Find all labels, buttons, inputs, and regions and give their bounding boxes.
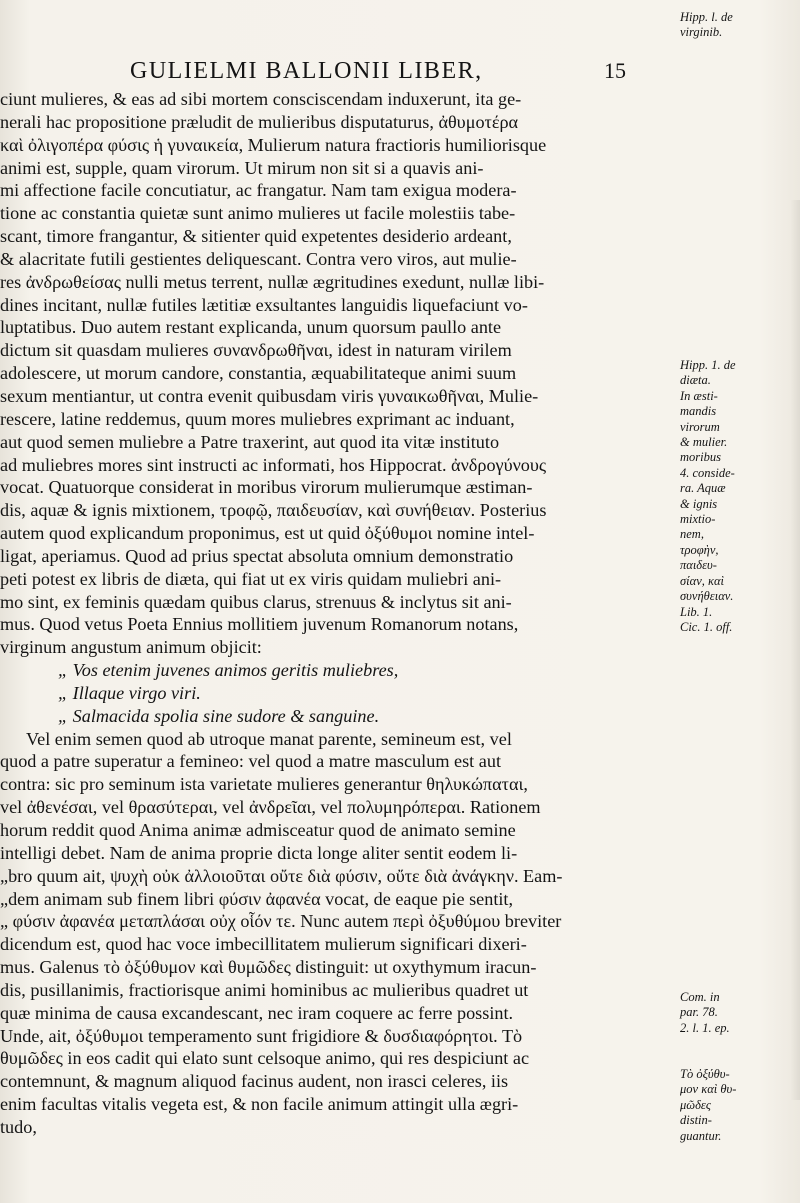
text-line: quæ minima de causa excandescant, nec iram coquere ac ferre possint. — [0, 1002, 514, 1023]
text-line: sexum mentiantur, ut contra evenit quibusdam viris γυναικωθῆναι, Mulie- — [0, 385, 539, 406]
text-line: vel ἀθενέσαι, vel θρασύτεραι, vel ἀνδρεῖαι, vel πολυμηρόπεραι. Rationem — [0, 797, 541, 818]
text-line: Vel enim semen quod ab utroque manat parente, semineum est, vel — [26, 728, 512, 749]
text-line: mo sint, ex feminis quædam quibus clarus, strenuus & inclytus sit ani- — [0, 591, 512, 612]
text-line: contemnunt, & magnum aliquod facinus audent, non irasci celeres, iis — [0, 1071, 509, 1092]
page-header — [0, 58, 800, 88]
quote-line: „ Vos etenim juvenes animos geritis muliebres, — [58, 660, 399, 681]
text-line: dines incitant, nullæ futiles lætitiæ exsultantes languidis liquefaciunt vo- — [0, 294, 528, 315]
quote-line: „ Illaque virgo viri. — [58, 682, 201, 703]
text-line: horum reddit quod Anima animæ admisceatur quod de animato semine — [0, 820, 516, 840]
quote-line: „ Salmacida spolia sine sudore & sanguine. — [58, 705, 380, 726]
text-line: mi affectione facile concutiatur, ac frangatur. Nam tam exigua modera- — [0, 180, 517, 201]
text-line: καὶ ὀλιγοπέρα φύσις ἡ γυναικεία, Mulierum natura fractioris humiliorisque — [0, 134, 547, 155]
text-line: aut quod semen muliebre a Patre traxerint, aut quod ita vitæ instituto — [0, 431, 500, 452]
margin-note: Hipp. 1. de diæta. In æsti- mandis virorum & mulier. moribus 4. conside- ra. Aquæ & ignis mixtio- nem, τροφὴν, παιδευ- σίαν, καὶ συνήθειαν. Lib. 1. Cic. 1. off. — [680, 358, 736, 634]
text-line: „dem animam sub finem libri φύσιν ἀφανέα vocat, de eaque pie sentit, — [0, 888, 514, 909]
text-line: mus. Quod vetus Poeta Ennius mollitiem juvenum Romanorum notans, — [0, 614, 519, 635]
text-line: dis, aquæ & ignis mixtionem, τροφῷ, παιδευσίαν, καὶ συνήθειαν. Posterius — [0, 500, 547, 521]
margin-note: Hipp. l. de virginib. — [680, 10, 733, 40]
text-line: ligat, aperiamus. Quod ad prius spectat absoluta omnium demonstratio — [0, 545, 514, 566]
text-line: dictum sit quasdam mulieres συνανδρωθῆναι, idest in naturam virilem — [0, 340, 512, 361]
main-text-column — [0, 88, 672, 1139]
text-line: θυμῶδες in eos cadit qui elato sunt celsoque animo, qui res despiciunt ac — [0, 1048, 530, 1069]
text-line: tione ac constantia quietæ sunt animo mulieres ut facile molestiis tabe- — [0, 203, 516, 224]
text-line: contra: sic pro seminum ista varietate mulieres generantur θηλυκώπαται, — [0, 774, 528, 795]
text-line: mus. Galenus τὸ ὀξύθυμον καὶ θυμῶδες distinguit: ut oxythymum iracun- — [0, 957, 537, 978]
margin-note: Com. in par. 78. 2. l. 1. ep. — [680, 990, 730, 1035]
text-line: enim facultas vitalis vegeta est, & non facile animum attingit ulla ægri- — [0, 1094, 519, 1115]
text-line: quod a patre superatur a femineo: vel quod a matre masculum est aut — [0, 751, 501, 772]
text-line: dicendum est, quod hac voce imbecillitatem mulierum significari dixeri- — [0, 934, 527, 955]
paragraph-2 — [0, 728, 672, 1139]
text-line: dis, pusillanimis, fractiorisque animi hominibus ac mulieribus quadret ut — [0, 979, 529, 1000]
text-line: intelligi debet. Nam de anima proprie dicta longe aliter sentit eodem li- — [0, 842, 518, 863]
text-line: vocat. Quatuorque considerat in moribus virorum mulierumque æstiman- — [0, 477, 533, 498]
text-line: ciunt mulieres, & eas ad sibi mortem consciscendam induxerunt, ita ge- — [0, 89, 522, 109]
text-line: virginum angustum animum objicit: — [0, 637, 262, 658]
text-line: res ἀνδρωθείσας nulli metus terrent, nullæ ægritudines exedunt, nullæ libi- — [0, 271, 545, 292]
text-line: tudo, — [0, 1116, 37, 1137]
running-title: GULIELMI BALLONII LIBER, — [130, 58, 483, 84]
text-line: „ φύσιν ἀφανέα μεταπλάσαι οὐχ οἷόν τε. Nunc autem περὶ ὀξυθύμου breviter — [0, 911, 562, 932]
text-line: nerali hac propositione præludit de mulieribus disputaturus, ἀθυμοτέρα — [0, 111, 519, 132]
text-line: autem quod explicandum proponimus, est ut quid ὀξύθυμοι nomine intel- — [0, 523, 535, 544]
text-line: rescere, latine reddemus, quum mores muliebres exprimant ac induant, — [0, 408, 515, 429]
text-line: animi est, supple, quam virorum. Ut mirum non sit si a quavis ani- — [0, 157, 484, 178]
text-line: luptatibus. Duo autem restant explicanda, unum quorsum paullo ante — [0, 317, 502, 338]
paragraph-1 — [0, 88, 672, 659]
text-line: adolescere, ut morum candore, constantia, æquabilitateque animi suum — [0, 363, 517, 384]
page-shadow — [790, 200, 800, 1100]
text-line: ad muliebres mores sint instructi ac informati, hos Hippocrat. ἀνδρογύνους — [0, 454, 547, 475]
text-line: „bro quum ait, ψυχὴ οὐκ ἀλλοιοῦται οὔτε διὰ φύσιν, οὔτε διὰ ἀνάγκην. Eam- — [0, 865, 563, 886]
text-line: & alacritate futili gestientes deliquescant. Contra vero viros, aut mulie- — [0, 248, 517, 269]
text-line: peti potest ex libris de diæta, qui fiat ut ex viris quidam muliebri ani- — [0, 568, 502, 589]
text-line: Unde, ait, ὀξύθυμοι temperamento sunt frigidiore & δυσδιαφόρητοι. Τὸ — [0, 1025, 523, 1046]
page-number: 15 — [604, 58, 626, 83]
margin-note: Τὸ ὀξύθυ- μον καὶ θυ- μῶδες distin- guantur. — [680, 1067, 737, 1143]
text-line: scant, timore frangantur, & sitienter quid expetentes desiderio ardeant, — [0, 226, 512, 247]
verse-quotation — [0, 659, 672, 728]
